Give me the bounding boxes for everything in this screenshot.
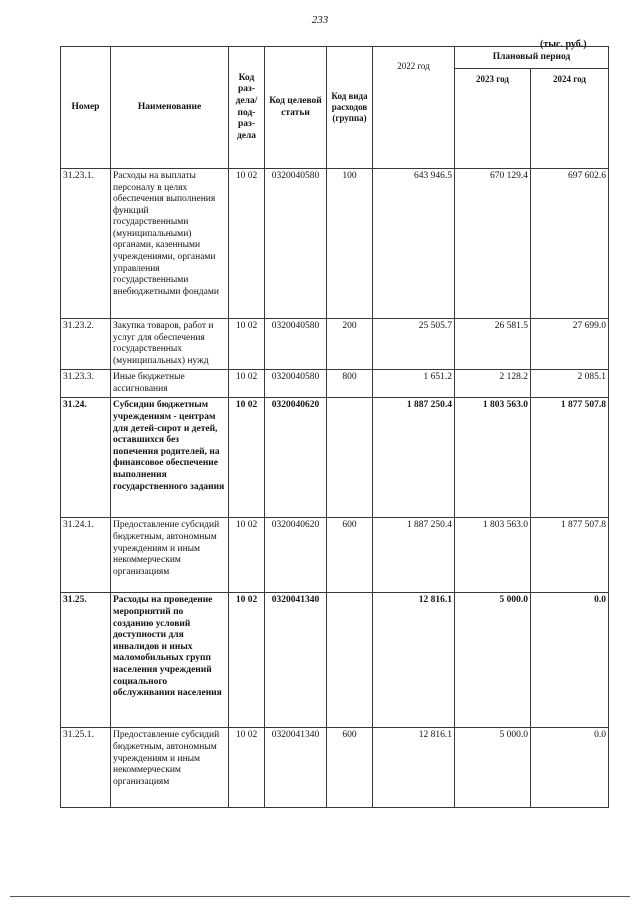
table-row <box>61 319 609 370</box>
row-number: 31.24. <box>61 398 111 518</box>
row-2024: 27 699.0 <box>531 319 609 370</box>
row-section: 10 02 <box>229 370 265 398</box>
row-2024: 2 085.1 <box>531 370 609 398</box>
row-2024: 1 877 507.8 <box>531 518 609 593</box>
table-row <box>61 728 609 808</box>
row-2023: 1 803 563.0 <box>455 398 531 518</box>
header-year-2024: 2024 год <box>531 69 609 169</box>
budget-table <box>60 46 609 808</box>
table-body <box>61 169 609 808</box>
row-expense-type: 600 <box>327 728 373 808</box>
row-2023: 670 129.4 <box>455 169 531 319</box>
row-number: 31.25. <box>61 593 111 728</box>
row-2024: 697 602.6 <box>531 169 609 319</box>
row-section: 10 02 <box>229 593 265 728</box>
header-expense-type: Код вида расходов (группа) <box>327 47 373 169</box>
row-number: 31.24.1. <box>61 518 111 593</box>
header-planning-period: Плановый период <box>455 47 609 69</box>
row-section: 10 02 <box>229 319 265 370</box>
row-section: 10 02 <box>229 398 265 518</box>
row-number: 31.23.1. <box>61 169 111 319</box>
row-target: 0320041340 <box>265 728 327 808</box>
row-number: 31.23.2. <box>61 319 111 370</box>
row-2022: 12 816.1 <box>373 593 455 728</box>
page-bottom-rule <box>10 896 630 897</box>
row-target: 0320041340 <box>265 593 327 728</box>
row-expense-type <box>327 398 373 518</box>
row-name: Субсидии бюджетным учреждениям - центрам для детей-сирот и детей, оставшихся без попечения родителей, на финансовое обеспечение выполнения государственного задания <box>111 398 229 518</box>
row-target: 0320040580 <box>265 370 327 398</box>
row-number: 31.23.3. <box>61 370 111 398</box>
units-label: (тыс. руб.) <box>540 39 587 50</box>
table-row <box>61 518 609 593</box>
row-target: 0320040580 <box>265 319 327 370</box>
row-section: 10 02 <box>229 518 265 593</box>
row-2022: 12 816.1 <box>373 728 455 808</box>
header-year-2023: 2023 год <box>455 69 531 169</box>
header-name: Наименование <box>111 47 229 169</box>
row-expense-type: 200 <box>327 319 373 370</box>
row-target: 0320040620 <box>265 398 327 518</box>
row-name: Иные бюджетные ассигнования <box>111 370 229 398</box>
row-expense-type: 100 <box>327 169 373 319</box>
row-2023: 1 803 563.0 <box>455 518 531 593</box>
table-row <box>61 370 609 398</box>
row-target: 0320040580 <box>265 169 327 319</box>
row-name: Расходы на выплаты персоналу в целях обеспечения выполнения функций государственными (муниципальными) органами, казенными учреждениями, органами управления государственными внебюджетными фондами <box>111 169 229 319</box>
table-row <box>61 398 609 518</box>
row-2022: 1 651.2 <box>373 370 455 398</box>
row-2024: 0.0 <box>531 593 609 728</box>
row-target: 0320040620 <box>265 518 327 593</box>
row-2022: 643 946.5 <box>373 169 455 319</box>
row-2024: 1 877 507.8 <box>531 398 609 518</box>
row-name: Предоставление субсидий бюджетным, автономным учреждениям и иным некоммерческим организациям <box>111 728 229 808</box>
row-2023: 2 128.2 <box>455 370 531 398</box>
row-section: 10 02 <box>229 169 265 319</box>
table-row <box>61 593 609 728</box>
row-expense-type: 800 <box>327 370 373 398</box>
row-2022: 25 505.7 <box>373 319 455 370</box>
row-2022: 1 887 250.4 <box>373 518 455 593</box>
page-number: 233 <box>311 14 329 26</box>
header-section: Код раз- дела/ под- раз- дела <box>229 47 265 169</box>
row-2023: 5 000.0 <box>455 593 531 728</box>
row-2023: 26 581.5 <box>455 319 531 370</box>
row-number: 31.25.1. <box>61 728 111 808</box>
row-expense-type <box>327 593 373 728</box>
row-2022: 1 887 250.4 <box>373 398 455 518</box>
table-row <box>61 169 609 319</box>
row-name: Закупка товаров, работ и услуг для обеспечения государственных (муниципальных) нужд <box>111 319 229 370</box>
header-year-2022: 2022 год <box>373 47 455 169</box>
header-number: Номер <box>61 47 111 169</box>
row-2023: 5 000.0 <box>455 728 531 808</box>
header-target: Код целевой статьи <box>265 47 327 169</box>
row-name: Предоставление субсидий бюджетным, автономным учреждениям и иным некоммерческим организациям <box>111 518 229 593</box>
row-section: 10 02 <box>229 728 265 808</box>
row-2024: 0.0 <box>531 728 609 808</box>
row-expense-type: 600 <box>327 518 373 593</box>
row-name: Расходы на проведение мероприятий по созданию условий доступности для инвалидов и иных маломобильных групп населения учреждений социального обслуживания населения <box>111 593 229 728</box>
